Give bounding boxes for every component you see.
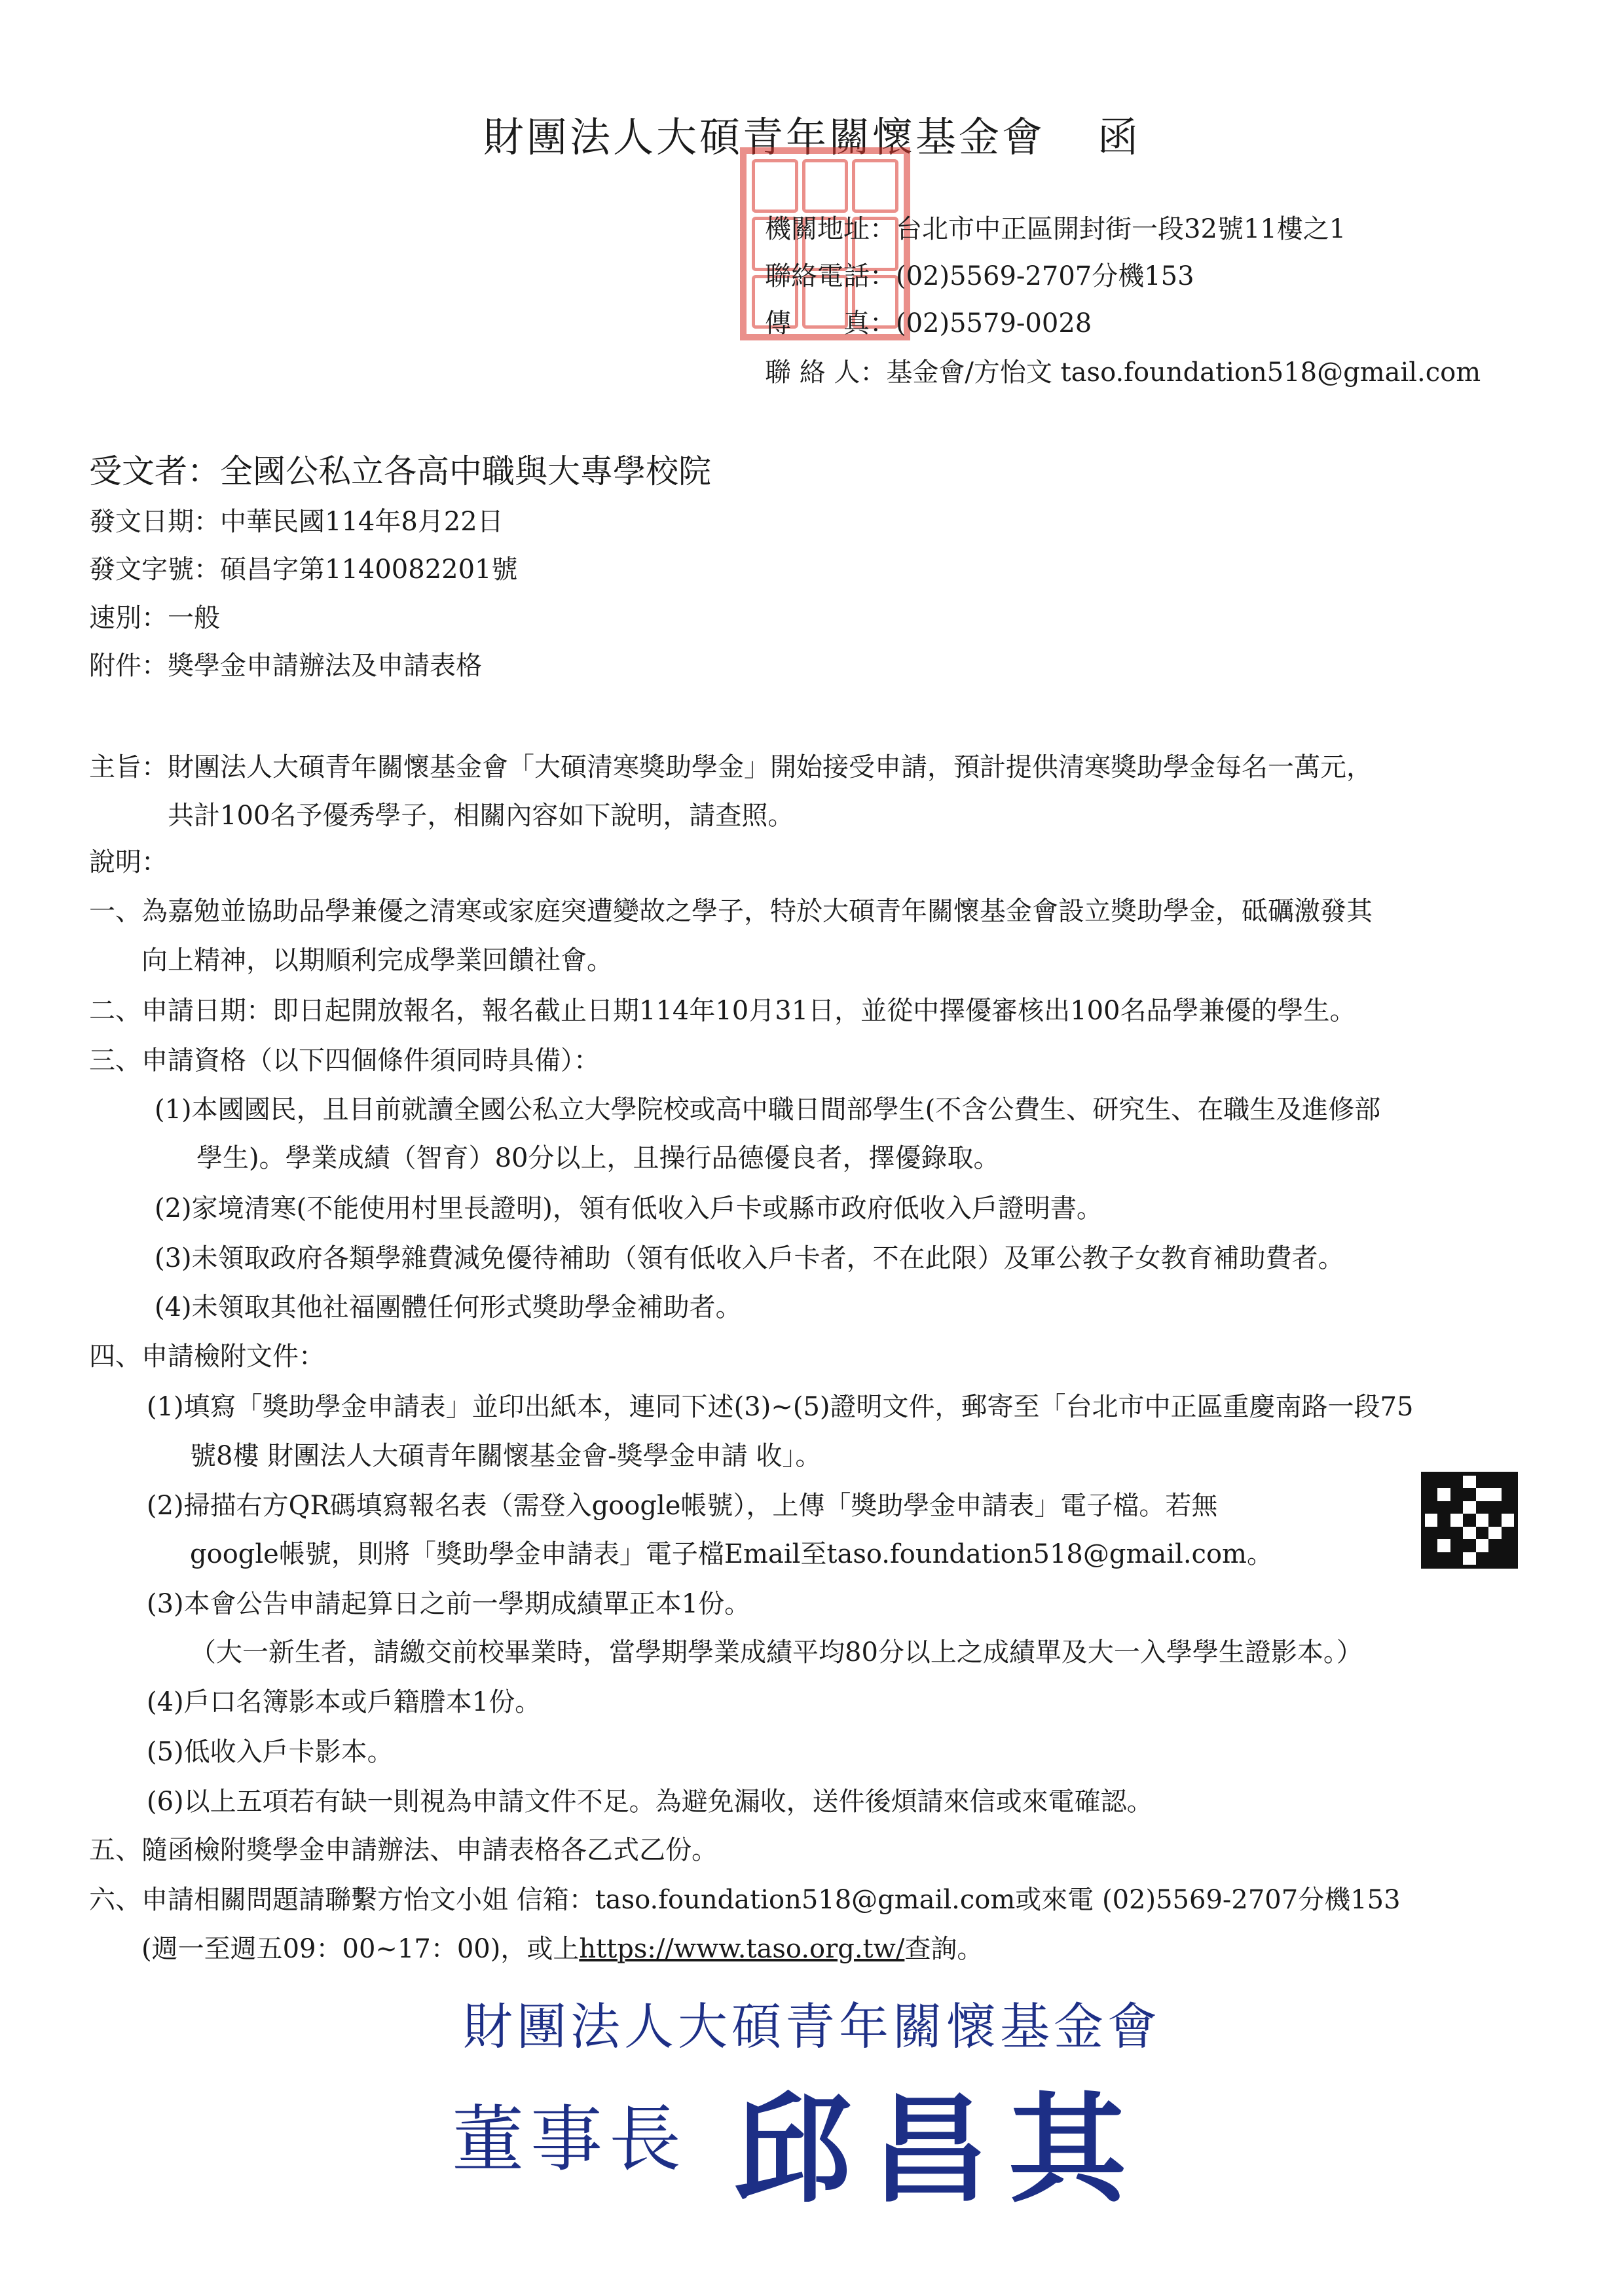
doc-number: 發文字號：碩昌字第1140082201號 (89, 555, 518, 585)
section-3-item-2: (2)家境清寒(不能使用村里長證明)，領有低收入戶卡或縣市政府低收入戶證明書。 (155, 1194, 1103, 1224)
section-1-line-1: 一、為嘉勉並協助品學兼優之清寒或家庭突遭變故之學子，特於大碩青年關懷基金會設立獎助學金，砥礪激發其 (89, 896, 1373, 926)
section-6-suffix: 查詢。 (904, 1934, 984, 1964)
section-4-heading: 四、申請檢附文件： (89, 1341, 325, 1372)
section-4-item-4: (4)戶口名簿影本或戶籍謄本1份。 (147, 1687, 542, 1717)
subject-line-2: 共計100名予優秀學子，相關內容如下說明，請查照。 (168, 801, 794, 831)
section-4-item-3: (3)本會公告申請起算日之前一學期成績單正本1份。 (147, 1589, 751, 1619)
section-6-prefix: (週一至週五09：00~17：00)，或上 (141, 1934, 580, 1964)
section-3-heading: 三、申請資格（以下四個條件須同時具備）： (89, 1046, 600, 1076)
title-org: 財團法人大碩青年關懷基金會 (483, 113, 1045, 161)
priority: 速別：一般 (89, 603, 220, 633)
issue-date: 發文日期：中華民國114年8月22日 (89, 507, 504, 537)
explanation-heading: 說明： (89, 847, 168, 877)
section-2: 二、申請日期：即日起開放報名，報名截止日期114年10月31日，並從中擇優審核出100名品學兼優的學生。 (89, 996, 1356, 1026)
section-4-item-2-line-1: (2)掃描右方QR碼填寫報名表（需登入google帳號），上傳「獎助學金申請表」電子檔。若無 (147, 1491, 1218, 1521)
title-suffix: 函 (1098, 113, 1141, 161)
contact-address: 機關地址：台北市中正區開封街一段32號11樓之1 (765, 214, 1346, 244)
subject-line-1: 主旨：財團法人大碩青年關懷基金會「大碩清寒獎助學金」開始接受申請，預計提供清寒獎助學金每名一萬元， (89, 752, 1373, 782)
website-link[interactable]: https://www.taso.org.tw/ (579, 1934, 905, 1964)
section-6-line-2 (141, 1928, 983, 1965)
section-3-item-1-line-2: 學生)。學業成績（智育）80分以上，且操行品德優良者，擇優錄取。 (196, 1143, 1000, 1173)
qr-code[interactable] (1421, 1472, 1518, 1569)
section-6-line-1: 六、申請相關問題請聯繫方怡文小姐 信箱：taso.foundation518@gmail.com或來電 (02)5569-2707分機153 (89, 1885, 1401, 1915)
section-4-item-1-line-1: (1)填寫「獎助學金申請表」並印出紙本，連同下述(3)~(5)證明文件，郵寄至「台北市中正區重慶南路一段75 (147, 1392, 1414, 1422)
section-3-item-4: (4)未領取其他社福團體任何形式獎助學金補助者。 (155, 1292, 742, 1322)
recipient: 受文者：全國公私立各高中職與大專學校院 (89, 452, 711, 490)
section-5: 五、隨函檢附獎學金申請辦法、申請表格各乙式乙份。 (89, 1835, 718, 1865)
section-4-item-2-line-2: google帳號，則將「獎助學金申請表」電子檔Email至taso.foundation518@gmail.com。 (190, 1539, 1273, 1569)
section-4-item-1-line-2: 號8樓 財團法人大碩青年關懷基金會-獎學金申請 收」。 (190, 1441, 822, 1471)
attachment: 附件：獎學金申請辦法及申請表格 (89, 651, 482, 681)
section-1-line-2: 向上精神，以期順利完成學業回饋社會。 (141, 945, 613, 975)
signature-title-stamp: 董事長 (452, 2098, 688, 2181)
section-3-item-3: (3)未領取政府各類學雜費減免優待補助（領有低收入戶卡者，不在此限）及軍公教子女教育補助費者。 (155, 1243, 1344, 1273)
section-3-item-1-line-1: (1)本國國民，且目前就讀全國公私立大學院校或高中職日間部學生(不含公費生、研究生、在職生及進修部 (155, 1095, 1381, 1125)
signature-org-stamp: 財團法人大碩青年關懷基金會 (463, 1997, 1161, 2056)
section-4-item-3-note: （大一新生者，請繳交前校畢業時，當學期學業成績平均80分以上之成績單及大一入學學生證影本。） (190, 1637, 1363, 1667)
contact-person: 聯 絡 人：基金會/方怡文 taso.foundation518@gmail.com (765, 357, 1481, 388)
contact-phone: 聯絡電話：(02)5569-2707分機153 (765, 261, 1194, 291)
signature-name-stamp: 邱昌其 (733, 2081, 1147, 2219)
section-4-item-6: (6)以上五項若有缺一則視為申請文件不足。為避免漏收，送件後煩請來信或來電確認。 (147, 1787, 1153, 1817)
section-4-item-5: (5)低收入戶卡影本。 (147, 1737, 394, 1767)
contact-fax: 傳 真：(02)5579-0028 (765, 308, 1092, 338)
